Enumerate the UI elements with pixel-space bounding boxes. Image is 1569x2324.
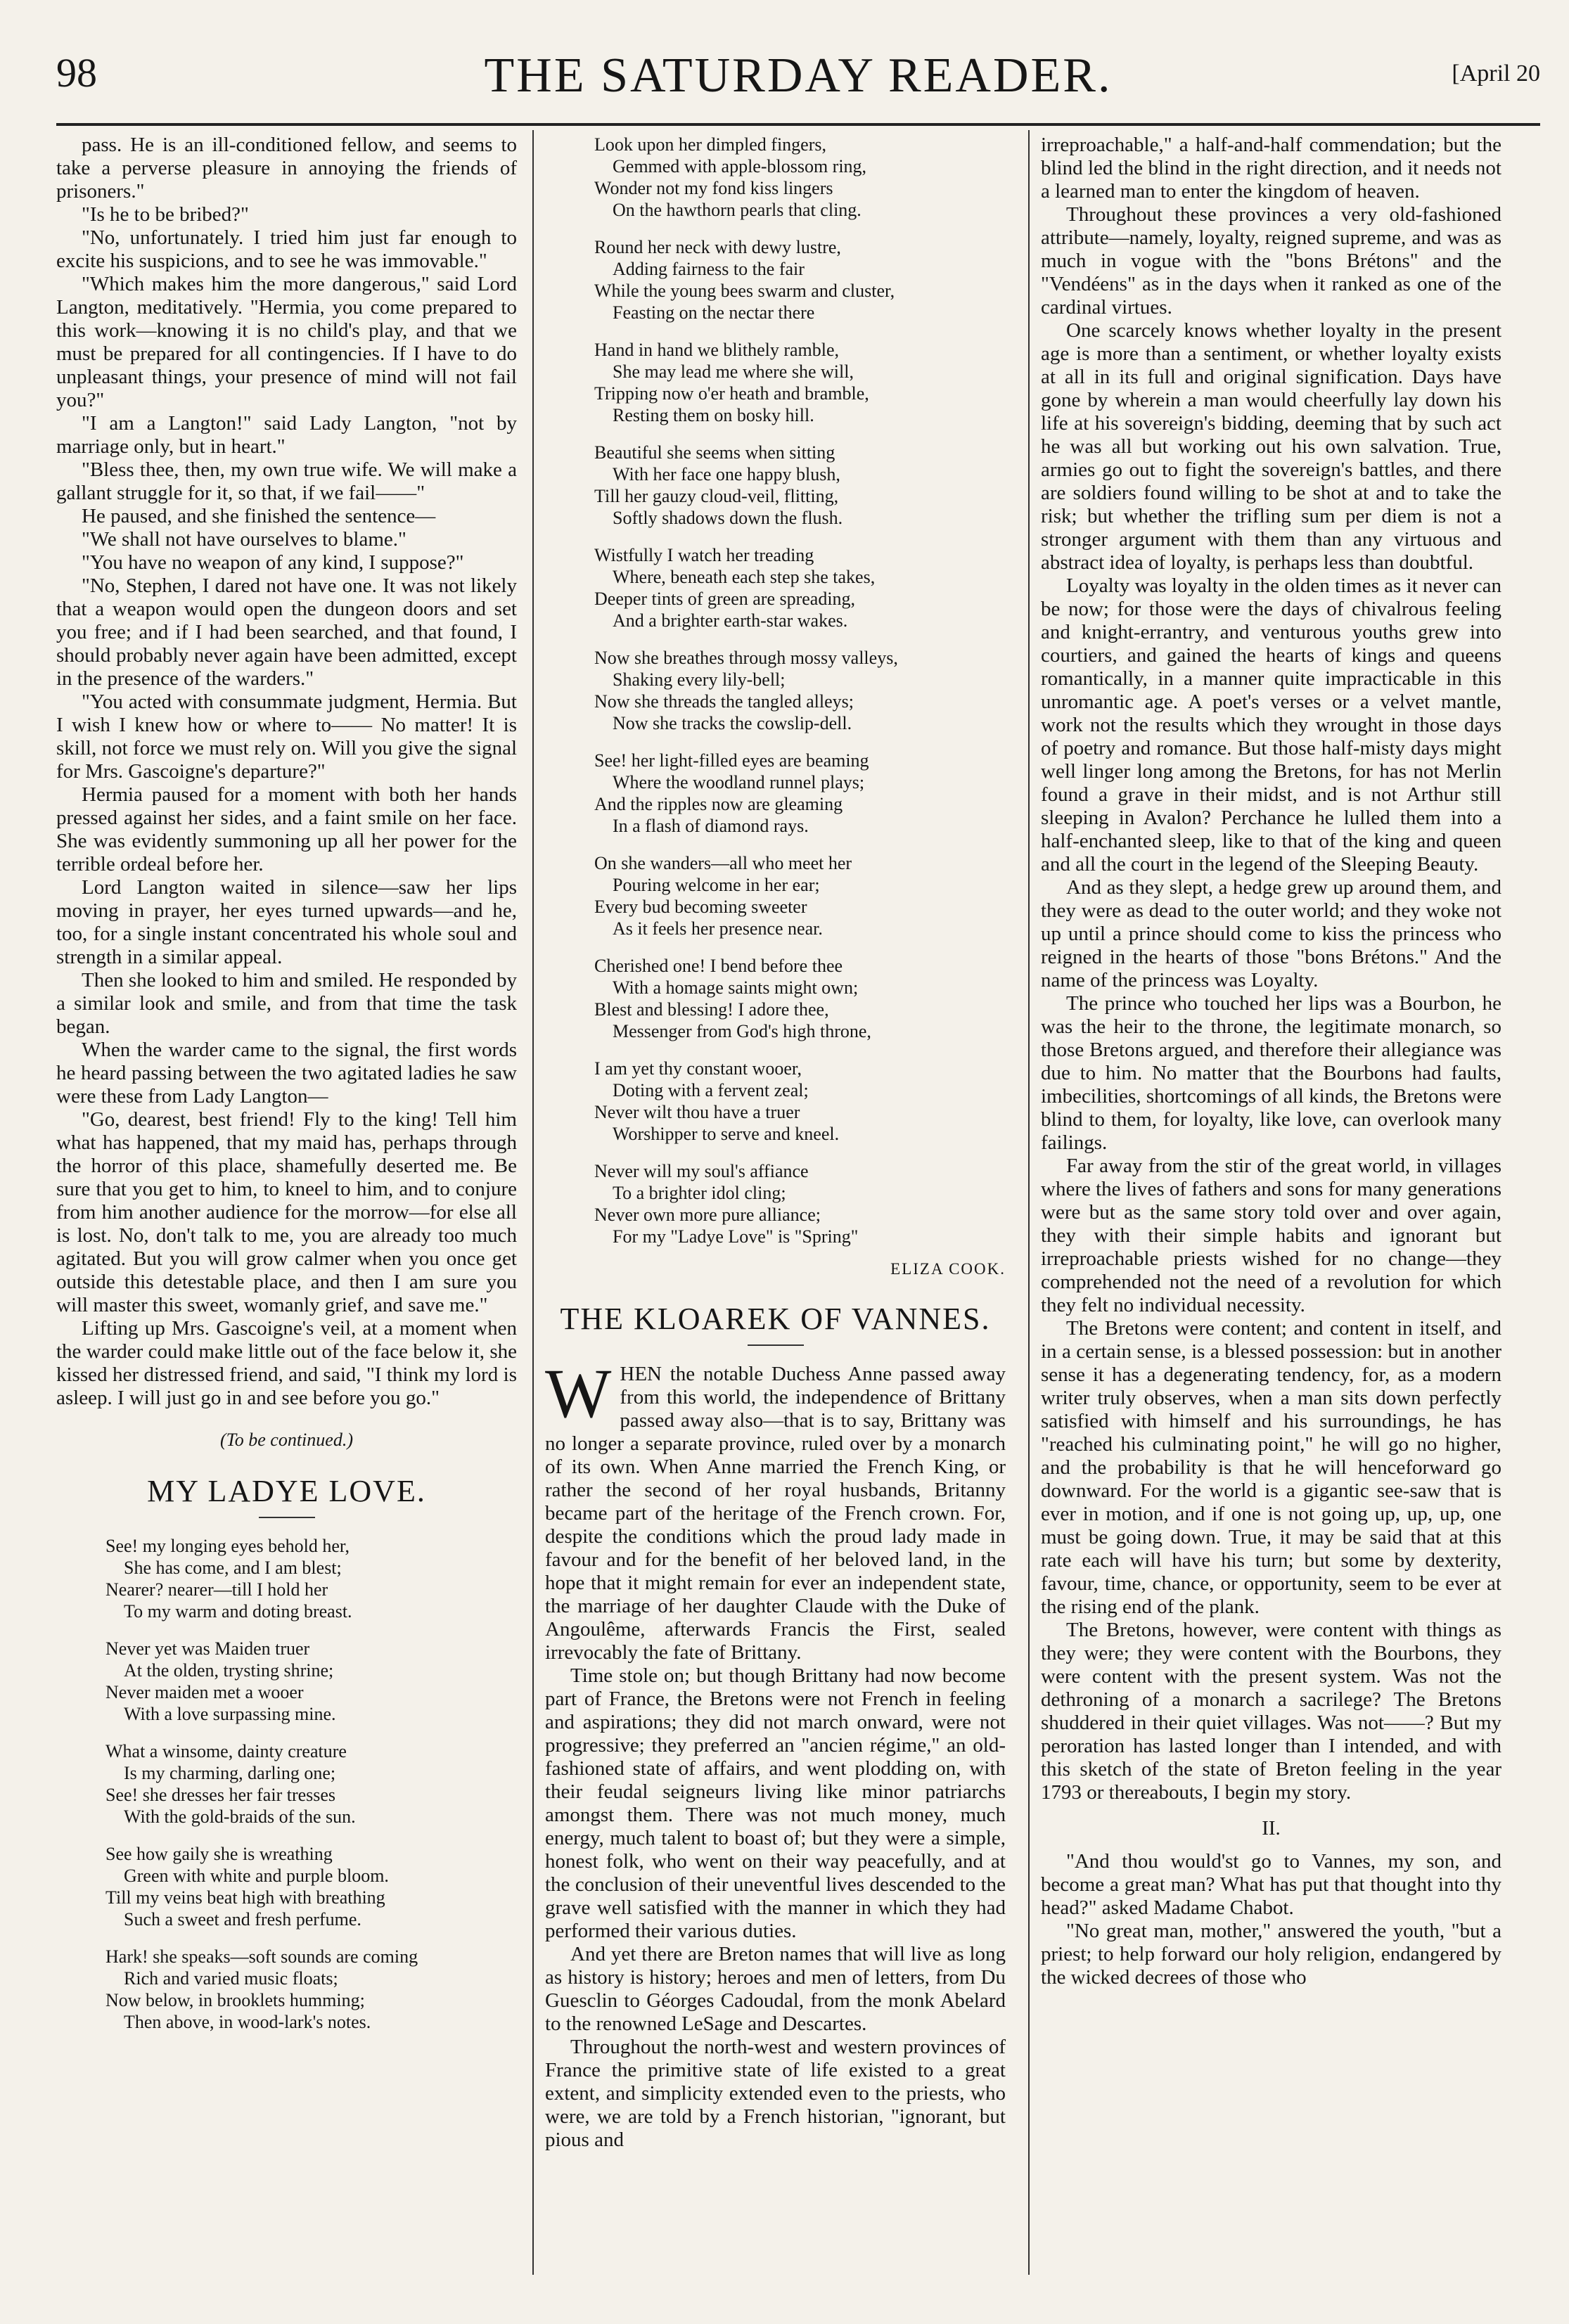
poem-line: With her face one happy blush, xyxy=(613,464,840,484)
poem-line: Is my charming, darling one; xyxy=(124,1763,336,1783)
poem-line: Where the woodland runnel plays; xyxy=(613,772,865,792)
poem-line: Round her neck with dewy lustre, xyxy=(594,237,841,257)
poem-line: Never maiden met a wooer xyxy=(105,1682,304,1702)
poem-line: She has come, and I am blest; xyxy=(124,1558,342,1578)
poem-line: Hark! she speaks—soft sounds are coming xyxy=(105,1946,418,1967)
poem-stanza xyxy=(105,1946,517,2033)
paragraph: The Bretons, however, were content with things as they were; they were content with the Bourbons, they were content with the present system. Was not the dethroning of a monarch a sacrilege? The Bretons shuddered in their quiet villages. Was not——? But my peroration has lasted longer than I intended, and with this sketch of the state of Breton feeling in the year 1793 or thereabouts, I begin my story. xyxy=(1041,1619,1501,1804)
paragraph: Lifting up Mrs. Gascoigne's veil, at a moment when the warder could make little out of the face below it, she kissed her distressed friend, and said, "I think my lord is asleep. I will just go in and see before you go." xyxy=(56,1317,517,1409)
poem-line: See how gaily she is wreathing xyxy=(105,1844,333,1864)
poem-line: And a brighter earth-star wakes. xyxy=(613,610,848,631)
poem-line: Tripping now o'er heath and bramble, xyxy=(594,383,869,404)
issue-date: [April 20 xyxy=(1452,60,1540,86)
poem-stanza xyxy=(594,1058,1006,1145)
poem-line: I am yet thy constant wooer, xyxy=(594,1058,802,1079)
poem-line: Shaking every lily-bell; xyxy=(613,669,786,690)
poem-line: She may lead me where she will, xyxy=(613,361,854,382)
poem-line: While the young bees swarm and cluster, xyxy=(594,281,895,301)
column-3 xyxy=(1041,134,1501,1989)
paragraph: And as they slept, a hedge grew up around them, and they were as dead to the outer world; and they woke not up until a prince should come to kiss the princess who reigned in the hearts of those "bons Brétons." And the name of the princess was Loyalty. xyxy=(1041,876,1501,991)
poem-line: Never will my soul's affiance xyxy=(594,1161,809,1181)
poem-line: With the gold-braids of the sun. xyxy=(124,1806,356,1827)
poem-line: Cherished one! I bend before thee xyxy=(594,956,843,976)
masthead: THE SATURDAY READER. xyxy=(484,49,1113,103)
page-header xyxy=(56,42,1540,120)
poem-line: Wonder not my fond kiss lingers xyxy=(594,178,833,198)
poem-stanza xyxy=(594,955,1006,1042)
poem-line: In a flash of diamond rays. xyxy=(613,816,809,836)
opening-text: HEN the notable Duchess Anne passed away from this world, the independence of Brittany passed away also—that is to say, Brittany was no longer a separate province, ruled over by a monarch of its own. When Anne married the French King, or rather the second of her royal husbands, Britanny became part of the heritage of the French crown. For, despite the conditions which the proud lady made in favour and for the benefit of her beloved land, in the hope that it might remain for ever an independent state, the marriage of her daughter Claude with the Duke of Angoulême, afterwards Francis the First, sealed irrevocably the fate of Brittany. xyxy=(545,1363,1006,1664)
poem-line: Never wilt thou have a truer xyxy=(594,1102,800,1122)
poem-line: With a homage saints might own; xyxy=(613,977,859,998)
paragraph: "Is he to be bribed?" xyxy=(82,203,249,226)
article-title: THE KLOAREK OF VANNES. xyxy=(560,1302,991,1336)
column-divider xyxy=(1028,130,1030,2275)
paragraph: "Bless thee, then, my own true wife. We will make a gallant struggle for it, so that, if we fail——" xyxy=(56,458,517,504)
poem-stanza xyxy=(594,852,1006,939)
poem-line: On the hawthorn pearls that cling. xyxy=(613,200,862,220)
poem-line: What a winsome, dainty creature xyxy=(105,1741,347,1761)
poem-line: Nearer? nearer—till I hold her xyxy=(105,1579,328,1600)
poem-line: Blest and blessing! I adore thee, xyxy=(594,999,829,1020)
poem-line: Gemmed with apple-blossom ring, xyxy=(613,156,867,176)
article-opening xyxy=(545,1354,1006,1664)
poem-line: Hand in hand we blithely ramble, xyxy=(594,340,840,360)
poem-line: Now she tracks the cowslip-dell. xyxy=(613,713,852,733)
paragraph: "No, Stephen, I dared not have one. It was not likely that a weapon would open the dungeon doors and set you free; and if I had been searched, and that found, I should probably never again have been admitted, except in the presence of the warders." xyxy=(56,574,517,690)
poem-stanza xyxy=(105,1535,517,1622)
paragraph: Throughout the north-west and western provinces of France the primitive state of life existed to a great extent, and simplicity extended even to the priests, who were, we are told by a French historian, "ignorant, but pious and xyxy=(545,2036,1006,2151)
poem-line: With a love surpassing mine. xyxy=(124,1704,336,1724)
paragraph: When the warder came to the signal, the first words he heard passing between the two agitated ladies he saw were these from Lady Langton— xyxy=(56,1039,517,1108)
poem-line: For my "Ladye Love" is "Spring" xyxy=(613,1226,859,1247)
poem-line: Now below, in brooklets humming; xyxy=(105,1990,365,2010)
poem-my-ladye-love-part-1 xyxy=(105,1535,517,2033)
poem-line: Softly shadows down the flush. xyxy=(613,508,843,528)
poem-line: Messenger from God's high throne, xyxy=(613,1021,871,1041)
paragraph: "You acted with consummate judgment, Hermia. But I wish I knew how or where to—— No matter! It is skill, not force we must rely on. Will you give the signal for Mrs. Gascoigne's departure?" xyxy=(56,691,517,783)
paragraph: irreproachable," a half-and-half commendation; but the blind led the blind in the right direction, and it needs not a learned man to enter the kingdom of heaven. xyxy=(1041,134,1501,203)
poem-line: Look upon her dimpled fingers, xyxy=(594,134,826,155)
poem-line: Pouring welcome in her ear; xyxy=(613,875,820,895)
poem-line: Never yet was Maiden truer xyxy=(105,1638,310,1659)
poem-line: Never own more pure alliance; xyxy=(594,1205,821,1225)
poem-stanza xyxy=(594,339,1006,426)
poem-line: Every bud becoming sweeter xyxy=(594,897,807,917)
paragraph: Lord Langton waited in silence—saw her lips moving in prayer, her eyes turned upwards—and he, too, for a single instant concentrated his whole soul and strength in a similar appeal. xyxy=(56,876,517,968)
paragraph: Hermia paused for a moment with both her hands pressed against her sides, and a faint smile on her face. She was evidently summoning up all her power for the terrible ordeal before her. xyxy=(56,783,517,875)
paragraph: "And thou would'st go to Vannes, my son, and become a great man? What has put that thought into thy head?" asked Madame Chabot. xyxy=(1041,1850,1501,1919)
poem-line: See! my longing eyes behold her, xyxy=(105,1536,350,1556)
poem-stanza xyxy=(105,1638,517,1725)
poem-line: Worshipper to serve and kneel. xyxy=(613,1124,840,1144)
poem-stanza xyxy=(594,442,1006,529)
poem-line: Beautiful she seems when sitting xyxy=(594,442,835,463)
drop-cap: W xyxy=(545,1354,612,1432)
poem-line: Adding fairness to the fair xyxy=(613,259,805,279)
paragraph: Far away from the stir of the great world, in villages where the lives of fathers and sons for many generations were but as the same story told over and over again, they with their simple habits and ignorant but irreproachable priests wished for no change—they comprehended not the need of a revolution for which they felt no individual necessity. xyxy=(1041,1155,1501,1316)
paragraph: And yet there are Breton names that will live as long as history is history; heroes and men of letters, from Du Guesclin to Géorges Cadoudal, from the monk Abelard to the renowned LeSage and Descartes. xyxy=(545,1943,1006,2035)
poem-line: See! she dresses her fair tresses xyxy=(105,1785,336,1805)
poem-author: ELIZA COOK. xyxy=(890,1260,1006,1278)
poem-line: Till my veins beat high with breathing xyxy=(105,1887,385,1908)
poem-stanza xyxy=(594,647,1006,734)
section-number: II. xyxy=(1262,1817,1281,1840)
poem-line: Now she breathes through mossy valleys, xyxy=(594,648,898,668)
poem-line: And the ripples now are gleaming xyxy=(594,794,843,814)
poem-stanza xyxy=(594,750,1006,837)
poem-stanza xyxy=(594,1160,1006,1247)
paragraph: Time stole on; but though Brittany had now become part of France, the Bretons were not French in feeling and aspirations; they did not march onward, were not progressive; they preferred an "ancien régime," an old-fashioned state of affairs, and went plodding on, with their feudal seigneurs living like minor patriarchs amongst them. There was not much money, much energy, much talent to boast of; but they were a simple, honest folk, who went on their way peacefully, and at the conclusion of their uneventful lives descended to the grave well satisfied with the manner in which they had performed their various duties. xyxy=(545,1664,1006,1942)
poem-stanza xyxy=(594,544,1006,631)
paragraph: "No great man, mother," answered the youth, "but a priest; to help forward our holy religion, endangered by the wicked decrees of those who xyxy=(1041,1920,1501,1989)
column-2 xyxy=(545,134,1006,2152)
poem-line: Doting with a fervent zeal; xyxy=(613,1080,809,1100)
poem-line: Then above, in wood-lark's notes. xyxy=(124,2012,371,2032)
paragraph: pass. He is an ill-conditioned fellow, and seems to take a perverse pleasure in annoying the friends of prisoners." xyxy=(56,134,517,203)
paragraph: "Go, dearest, best friend! Fly to the king! Tell him what has happened, that my maid has, perhaps through the horror of this place, shamefully deserted me. Be sure that you get to him, to kneel to him, and to conjure from him another audience for the morrow—for else all is lost. No, don't talk to me, you are already too much agitated. But you will grow calmer when you once get outside this detestable place, and then I am sure you will master this sweet, womanly grief, and save me." xyxy=(56,1108,517,1316)
poem-stanza xyxy=(105,1843,517,1930)
poem-line: See! her light-filled eyes are beaming xyxy=(594,750,869,771)
to-be-continued: (To be continued.) xyxy=(220,1430,353,1450)
poem-line: At the olden, trysting shrine; xyxy=(124,1660,334,1681)
paragraph: The prince who touched her lips was a Bourbon, he was the heir to the throne, the legitimate monarch, so those Bretons argued, and therefore their allegiance was due to him. No matter that the Bourbons had faults, imbecilities, shortcomings of all kinds, the Bretons were blind to them, for loyalty, like love, can overlook many failings. xyxy=(1041,992,1501,1154)
poem-line: To my warm and doting breast. xyxy=(124,1601,352,1622)
poem-line: On she wanders—all who meet her xyxy=(594,853,852,873)
poem-my-ladye-love-part-2 xyxy=(594,134,1006,1247)
poem-stanza xyxy=(105,1740,517,1828)
poem-line: Such a sweet and fresh perfume. xyxy=(124,1909,361,1930)
paragraph: Loyalty was loyalty in the olden times as it never can be now; for those were the days of chivalrous feeling and knight-errantry, and venturous youths grew into courtiers, and gained the hearts of kings and queens romantically, in a manner quite impracticable in this unromantic age. A poet's verses or a velvet mantle, work not the results which they wrought in those days of poetry and romance. But those half-misty days might well linger long among the Bretons, for has not Merlin found a grave in their midst, and is not Arthur still sleeping in Avalon? Perchance he lulled them into a half-enchanted sleep, like to that of the king and queen and all the court in the legend of the Sleeping Beauty. xyxy=(1041,574,1501,875)
poem-line: Now she threads the tangled alleys; xyxy=(594,691,854,712)
poem-line: Till her gauzy cloud-veil, flitting, xyxy=(594,486,839,506)
poem-line: Feasting on the nectar there xyxy=(613,302,815,323)
paragraph: "You have no weapon of any kind, I suppose?" xyxy=(82,551,464,574)
paragraph: "I am a Langton!" said Lady Langton, "not by marriage only, but in heart." xyxy=(56,412,517,458)
poem-line: As it feels her presence near. xyxy=(613,918,823,939)
poem-stanza xyxy=(594,236,1006,323)
story-continuation xyxy=(56,134,517,1410)
title-rule xyxy=(259,1517,315,1518)
title-rule xyxy=(748,1344,804,1346)
paragraph: "No, unfortunately. I tried him just far enough to excite his suspicions, and to see he was immovable." xyxy=(56,226,517,272)
paragraph: He paused, and she finished the sentence— xyxy=(82,505,436,527)
paragraph: Throughout these provinces a very old-fashioned attribute—namely, loyalty, reigned supreme, and was as much in vogue with the "bons Brétons" and the "Vendéens" as in the days when it ranked as one of the cardinal virtues. xyxy=(1041,203,1501,319)
poem-line: Resting them on bosky hill. xyxy=(613,405,814,425)
poem-line: Rich and varied music floats; xyxy=(124,1968,338,1989)
header-rule xyxy=(56,123,1540,126)
poem-title: MY LADYE LOVE. xyxy=(147,1474,426,1508)
poem-line: Wistfully I watch her treading xyxy=(594,545,814,565)
paragraph: "We shall not have ourselves to blame." xyxy=(82,528,406,551)
column-divider xyxy=(532,130,534,2275)
poem-line: Where, beneath each step she takes, xyxy=(613,567,876,587)
poem-line: Green with white and purple bloom. xyxy=(124,1866,389,1886)
paragraph: One scarcely knows whether loyalty in the present age is more than a sentiment, or whether loyalty exists at all in its full and original signification. Days have gone by wherein a man would cheerfully lay down his life at his sovereign's bidding, deeming that by such act he was all but working out his own salvation. True, armies go out to fight the sovereign's battles, and there are soldiers found willing to be shot at and to take the risk; but whether the trifling sum per diem is not a stronger argument with them than any virtuous and abstract idea of loyalty, is perhaps less than doubtful. xyxy=(1041,319,1501,574)
paragraph: The Bretons were content; and content in itself, and in a certain sense, is a blessed possession: but in another sense it has a degenerating tendency, for, as a modern writer truly observes, when a man sits down perfectly satisfied with himself and his surroundings, he has "reached his culminating point," he will go no higher, and the probability is that he will henceforward go downward. For the world is a gigantic see-saw that is ever in motion, and if one is not going up, up, up, one must be going down. True, it may be said that at this rate each will have his turn; but some by dexterity, favour, time, chance, or opportunity, seem to be ever at the rising end of the plank. xyxy=(1041,1317,1501,1618)
paragraph: "Which makes him the more dangerous," said Lord Langton, meditatively. "Hermia, you come prepared to this work—knowing it is no child's play, and that we must be prepared for all contingencies. If I have to do unpleasant things, your presence of mind will not fail you?" xyxy=(56,273,517,411)
paragraph: Then she looked to him and smiled. He responded by a similar look and smile, and from that time the task began. xyxy=(56,969,517,1038)
poem-stanza xyxy=(594,134,1006,221)
column-1 xyxy=(56,134,517,2048)
page-number: 98 xyxy=(56,50,97,96)
poem-line: Deeper tints of green are spreading, xyxy=(594,589,856,609)
poem-line: To a brighter idol cling; xyxy=(613,1183,786,1203)
